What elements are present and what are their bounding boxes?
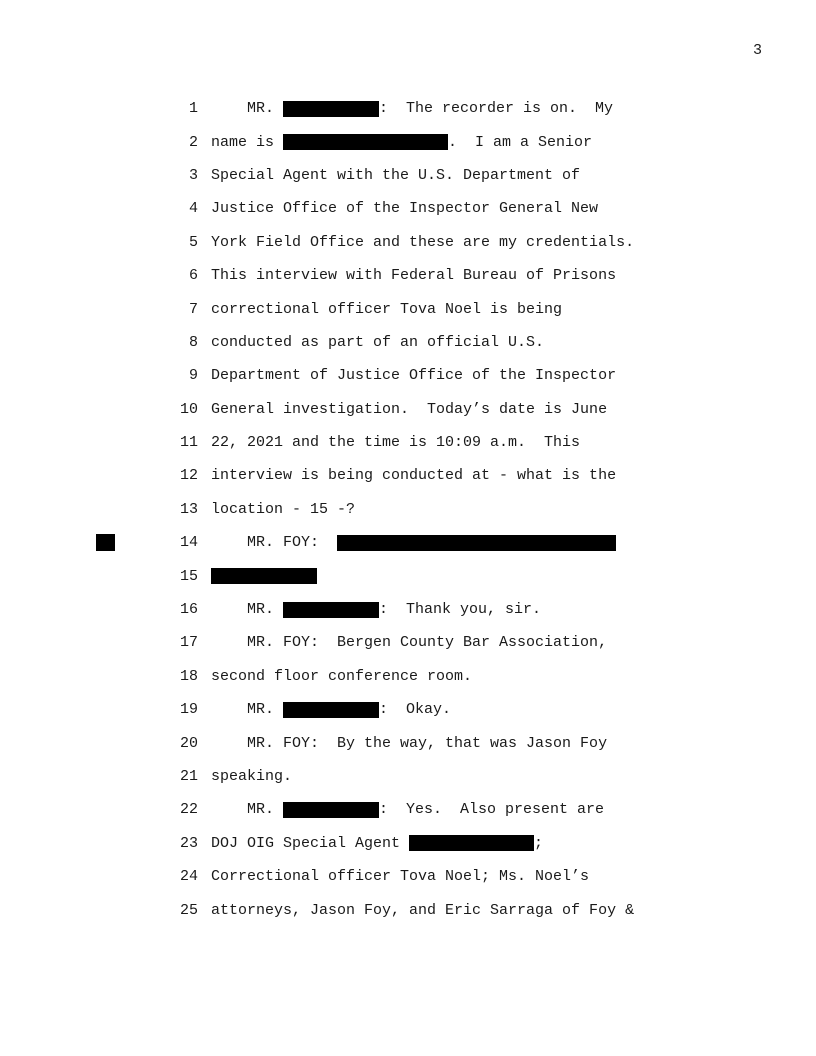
transcript-line [170, 559, 690, 592]
transcript-line [170, 159, 690, 192]
line-text: location - 15 -? [211, 500, 356, 518]
transcript-line [170, 192, 690, 225]
line-text: Justice Office of the Inspector General New [211, 200, 599, 218]
line-number: 17 [179, 634, 198, 652]
line-number: 19 [179, 701, 198, 719]
line-number: 14 [179, 534, 198, 552]
transcript-line [170, 426, 690, 459]
line-number: 9 [188, 367, 198, 385]
line-number: 12 [179, 467, 198, 485]
text-segment: : Yes. Also present are [379, 801, 605, 819]
line-number: 5 [188, 233, 198, 251]
redaction-box [283, 802, 379, 818]
line-text: correctional officer Tova Noel is being [211, 300, 563, 318]
line-text [211, 835, 543, 852]
transcript-line [170, 693, 690, 726]
transcript-line [170, 326, 690, 359]
transcript-line [170, 459, 690, 492]
line-text: second floor conference room. [211, 667, 473, 685]
line-text: speaking. [211, 768, 293, 785]
transcript-line [170, 893, 690, 926]
line-number: 22 [179, 801, 198, 819]
line-text: MR. FOY: By the way, that was Jason Foy [211, 734, 608, 752]
line-text: Correctional officer Tova Noel; Ms. Noel’s [211, 868, 590, 886]
line-number: 2 [188, 133, 198, 151]
line-number: 6 [188, 267, 198, 285]
text-segment: DOJ OIG Special Agent [211, 834, 410, 852]
line-number: 1 [188, 100, 198, 118]
text-segment: : Okay. [379, 701, 452, 719]
transcript-line [170, 226, 690, 259]
line-text: General investigation. Today’s date is June [211, 400, 608, 418]
line-number: 16 [179, 601, 198, 619]
transcript-line [170, 793, 690, 826]
text-segment: ; [534, 834, 544, 852]
transcript-body [170, 92, 690, 927]
margin-redaction-mark [96, 534, 115, 551]
transcript-line [170, 860, 690, 893]
line-text [211, 568, 317, 584]
page-number: 3 [752, 42, 762, 59]
line-number: 4 [188, 200, 198, 218]
line-text [211, 701, 451, 718]
line-text: Department of Justice Office of the Inspector [211, 367, 617, 385]
transcript-line [170, 92, 690, 125]
line-number: 18 [179, 667, 198, 685]
line-number: 20 [179, 734, 198, 752]
line-text [211, 100, 613, 117]
line-text: attorneys, Jason Foy, and Eric Sarraga of Foy & [211, 901, 635, 919]
line-number: 10 [179, 400, 198, 418]
line-text [211, 134, 592, 151]
text-segment: MR. [211, 601, 284, 619]
line-number: 21 [179, 768, 198, 785]
transcript-line [170, 827, 690, 860]
transcript-line [170, 726, 690, 759]
line-number: 8 [188, 333, 198, 351]
line-number: 24 [179, 868, 198, 886]
line-text: York Field Office and these are my credentials. [211, 233, 635, 251]
transcript-line [170, 493, 690, 526]
redaction-box [409, 835, 534, 851]
line-text: interview is being conducted at - what is the [211, 467, 617, 485]
line-number: 3 [188, 166, 198, 184]
line-text: 22, 2021 and the time is 10:09 a.m. This [211, 434, 581, 452]
redaction-box [283, 101, 379, 117]
text-segment: : The recorder is on. My [379, 100, 614, 118]
transcript-line [170, 292, 690, 325]
transcript-line [170, 660, 690, 693]
transcript-line [170, 760, 690, 793]
text-segment: MR. [211, 801, 284, 819]
line-text [211, 601, 541, 618]
text-segment: : Thank you, sir. [379, 601, 542, 619]
text-segment: MR. [211, 100, 284, 118]
line-text [211, 534, 616, 551]
transcript-line [170, 593, 690, 626]
line-text: This interview with Federal Bureau of Prisons [211, 267, 617, 285]
text-segment: MR. [211, 701, 284, 719]
line-number: 13 [179, 500, 198, 518]
line-number: 11 [179, 434, 198, 452]
transcript-line [170, 359, 690, 392]
text-segment: MR. FOY: [211, 534, 338, 552]
line-number: 15 [179, 567, 198, 585]
transcript-line [170, 393, 690, 426]
line-number: 25 [179, 901, 198, 919]
line-text: conducted as part of an official U.S. [211, 333, 545, 351]
text-segment: . I am a Senior [448, 133, 593, 151]
redaction-box [283, 134, 448, 150]
line-number: 7 [188, 300, 198, 318]
text-segment: name is [211, 133, 284, 151]
line-text: Special Agent with the U.S. Department of [211, 166, 581, 184]
redaction-box [283, 702, 379, 718]
transcript-line [170, 259, 690, 292]
redaction-box [283, 602, 379, 618]
transcript-line [170, 626, 690, 659]
redaction-box [211, 568, 317, 584]
transcript-line [170, 526, 690, 559]
line-text: MR. FOY: Bergen County Bar Association, [211, 634, 608, 652]
line-number: 23 [179, 834, 198, 852]
transcript-line [170, 125, 690, 158]
redaction-box [337, 535, 616, 551]
line-text [211, 801, 604, 818]
